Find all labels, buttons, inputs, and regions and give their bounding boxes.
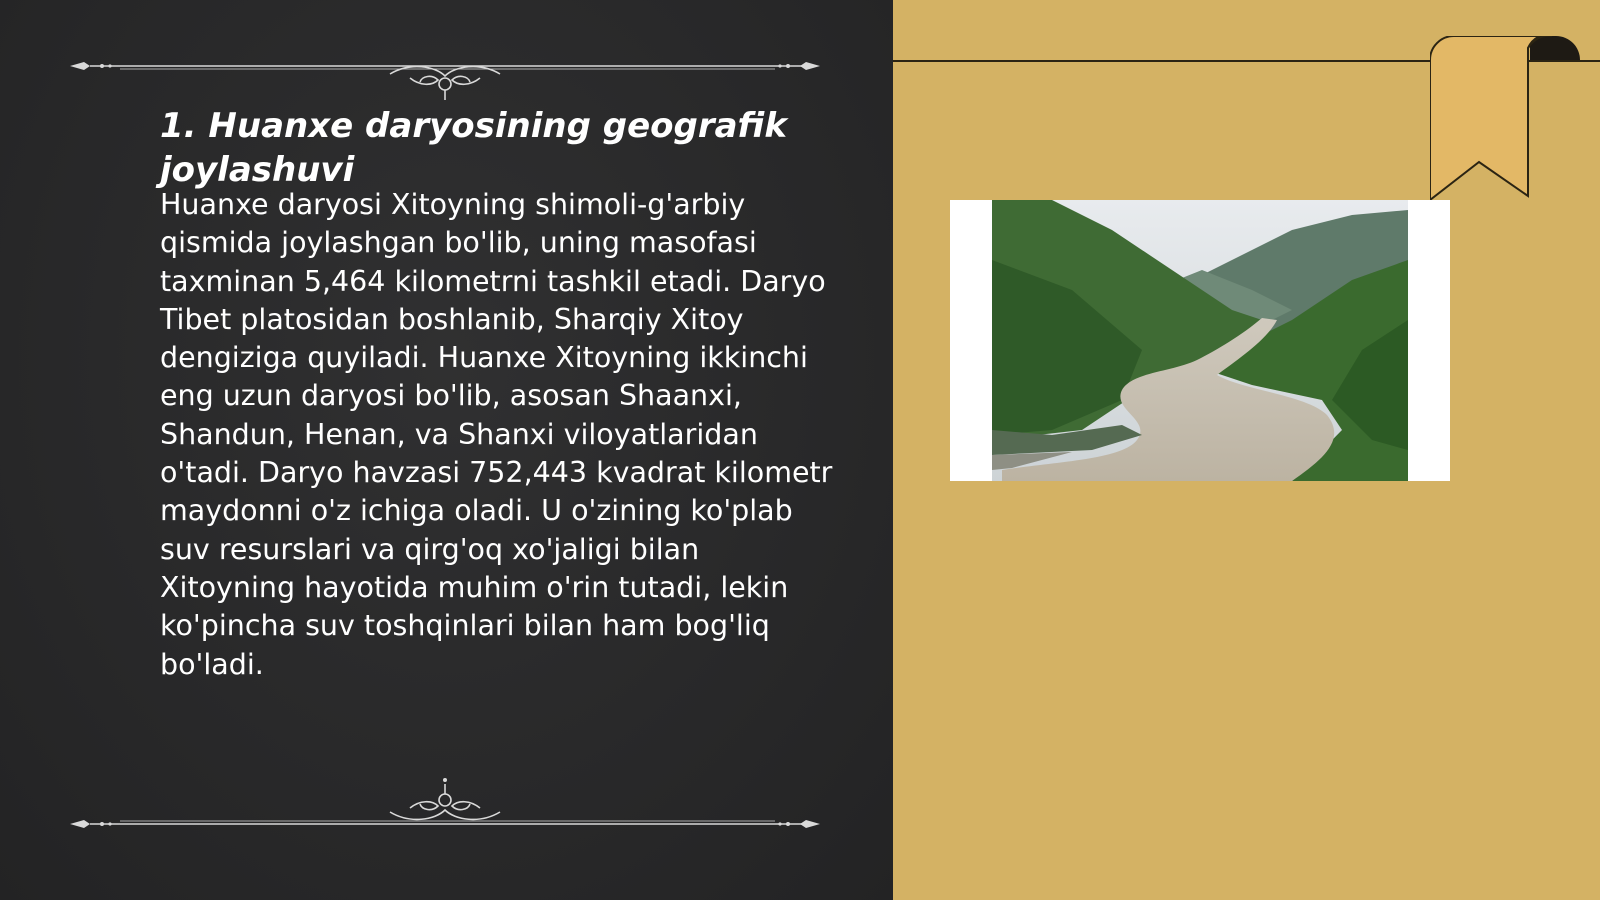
bookmark-ribbon-icon <box>1430 36 1590 200</box>
scroll-divider-icon <box>60 770 830 830</box>
scroll-divider-icon <box>60 40 830 100</box>
slide-title: 1. Huanxe daryosining geografik joylashuvi <box>160 106 787 190</box>
slide-body-text: Huanxe daryosi Xitoyning shimoli-g'arbiy qismida joylashgan bo'lib, uning masofasi taxminan 5,464 kilometrni tashkil etadi. Daryo Tibet platosidan boshlanib, Sharqiy Xitoy dengiziga quyiladi. Huanxe Xitoyning ikkinchi eng uzun daryosi bo'lib, asosan Shaanxi, Shandun, Henan, va Shanxi viloyatlaridan o'tadi. Daryo havzasi 752,443 kvadrat kilometr maydonni o'z ichiga oladi. U o'zining ko'plab suv resurslari va qirg'oq xo'jaligi bilan Xitoyning hayotida muhim o'rin tutadi, lekin ko'pincha suv toshqinlari bilan ham bog'liq bo'ladi. <box>160 188 833 681</box>
photo-frame <box>950 200 1450 481</box>
river-valley-photo <box>992 200 1408 481</box>
